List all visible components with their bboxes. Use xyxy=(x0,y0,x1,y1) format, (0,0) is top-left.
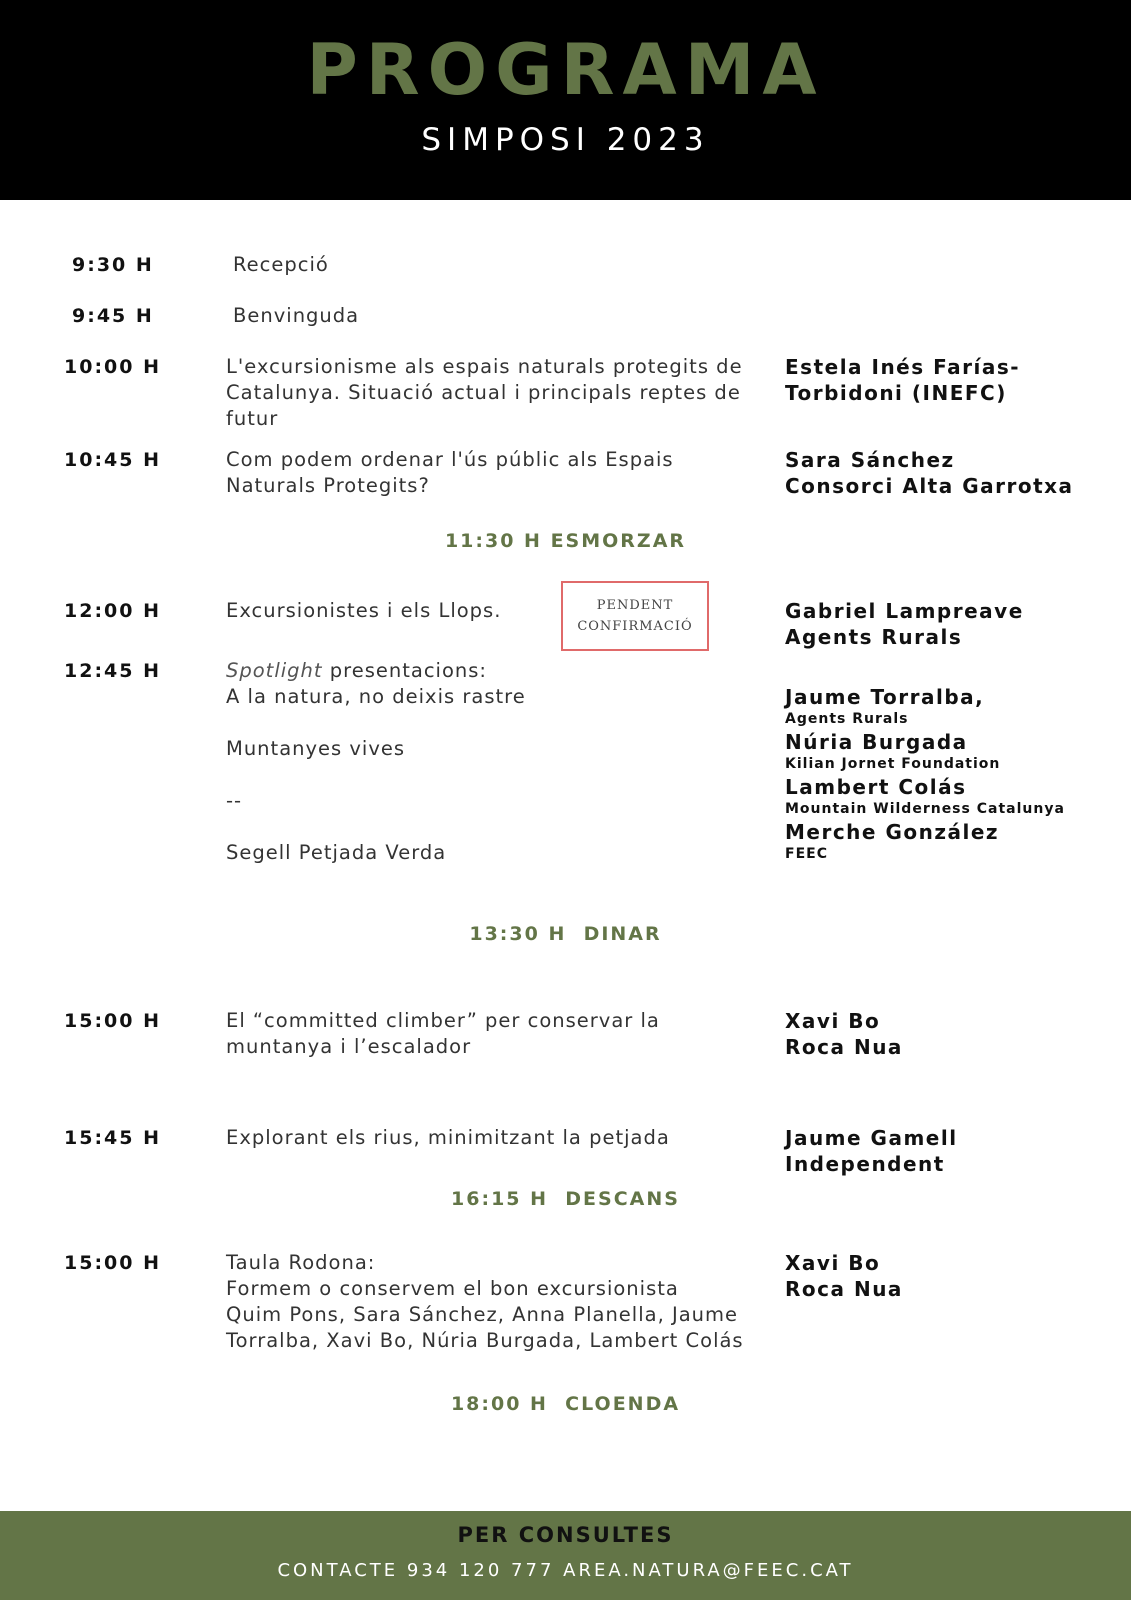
pending-confirmation-stamp xyxy=(561,581,709,651)
session-topic: Recepció xyxy=(233,253,329,276)
session-topic: Com podem ordenar l'ús públic als Espais Naturals Protegits? xyxy=(226,448,674,497)
session-time: 12:45 H xyxy=(64,660,161,682)
spotlight-speakers xyxy=(785,684,1065,864)
session-time: 15:45 H xyxy=(64,1127,161,1149)
session-time: 9:30 H xyxy=(72,254,154,276)
session-time: 15:00 H xyxy=(64,1010,161,1032)
speaker-name: Merche González xyxy=(785,820,1000,844)
spotlight-block xyxy=(226,658,766,866)
speaker-affiliation: Roca Nua xyxy=(785,1035,903,1059)
session-topic: Excursionistes i els Llops. xyxy=(226,599,502,622)
session-topic: Explorant els rius, minimitzant la petjada xyxy=(226,1126,670,1149)
round-table-block xyxy=(226,1250,766,1354)
round-table-title: Taula Rodona: xyxy=(226,1251,376,1274)
speaker-name: Jaume Gamell xyxy=(785,1126,958,1150)
speaker-affiliation: Roca Nua xyxy=(785,1277,903,1301)
round-table-panelists: Quim Pons, Sara Sánchez, Anna Planella, Jaume Torralba, Xavi Bo, Núria Burgada, Lambert Colás xyxy=(226,1303,744,1352)
spotlight-item: Segell Petjada Verda xyxy=(226,841,447,864)
speaker-name: Estela Inés Farías- xyxy=(785,355,1021,379)
stamp-line: PENDENT xyxy=(596,598,674,613)
speaker-name: Sara Sánchez xyxy=(785,448,955,472)
spotlight-heading-rest: presentacions: xyxy=(322,659,487,682)
session-topic: L'excursionisme als espais naturals protegits de Catalunya. Situació actual i principals reptes de futur xyxy=(226,355,743,430)
spotlight-item: -- xyxy=(226,789,243,812)
session-time: 10:00 H xyxy=(64,356,161,378)
speaker-affiliation: Independent xyxy=(785,1152,945,1176)
speaker-affiliation: FEEC xyxy=(785,846,828,862)
speaker-affiliation: Mountain Wilderness Catalunya xyxy=(785,801,1065,817)
speaker-affiliation: Agents Rurals xyxy=(785,625,963,649)
spotlight-item: A la natura, no deixis rastre xyxy=(226,685,526,708)
speaker-affiliation: Consorci Alta Garrotxa xyxy=(785,474,1074,498)
session-topic: Benvinguda xyxy=(233,304,360,327)
footer-contact: CONTACTE 934 120 777 AREA.NATURA@FEEC.CAT xyxy=(277,1560,854,1581)
spotlight-heading xyxy=(226,658,766,684)
session-time: 10:45 H xyxy=(64,449,161,471)
speaker-name: Xavi Bo xyxy=(785,1009,881,1033)
session-time: 15:00 H xyxy=(64,1252,161,1274)
footer-banner xyxy=(0,1511,1131,1600)
break-dinar: 13:30 H DINAR xyxy=(469,923,662,945)
speaker-name: Jaume Torralba, xyxy=(785,685,985,709)
break-descans: 16:15 H DESCANS xyxy=(451,1188,680,1210)
page-subtitle: SIMPOSI 2023 xyxy=(421,122,710,158)
page-title: PROGRAMA xyxy=(306,29,825,111)
speaker-name: Gabriel Lampreave xyxy=(785,599,1024,623)
speaker-name: Xavi Bo xyxy=(785,1251,881,1275)
speaker-name: Núria Burgada xyxy=(785,730,968,754)
spotlight-italic: Spotlight xyxy=(226,659,323,682)
speaker-name: Torbidoni (INEFC) xyxy=(785,381,1007,405)
speaker-affiliation: Agents Rurals xyxy=(785,711,909,727)
session-topic: El “committed climber” per conservar la muntanya i l’escalador xyxy=(226,1009,660,1058)
spotlight-item: Muntanyes vives xyxy=(226,737,406,760)
break-esmorzar: 11:30 H ESMORZAR xyxy=(444,530,687,552)
header-banner xyxy=(0,0,1131,200)
speaker-affiliation: Kilian Jornet Foundation xyxy=(785,756,1001,772)
speaker-name: Lambert Colás xyxy=(785,775,967,799)
break-cloenda: 18:00 H CLOENDA xyxy=(450,1393,681,1415)
stamp-line: CONFIRMACIÓ xyxy=(577,619,693,634)
footer-title: PER CONSULTES xyxy=(457,1523,674,1547)
round-table-topic: Formem o conservem el bon excursionista xyxy=(226,1277,679,1300)
session-time: 9:45 H xyxy=(72,305,154,327)
session-time: 12:00 H xyxy=(64,600,161,622)
